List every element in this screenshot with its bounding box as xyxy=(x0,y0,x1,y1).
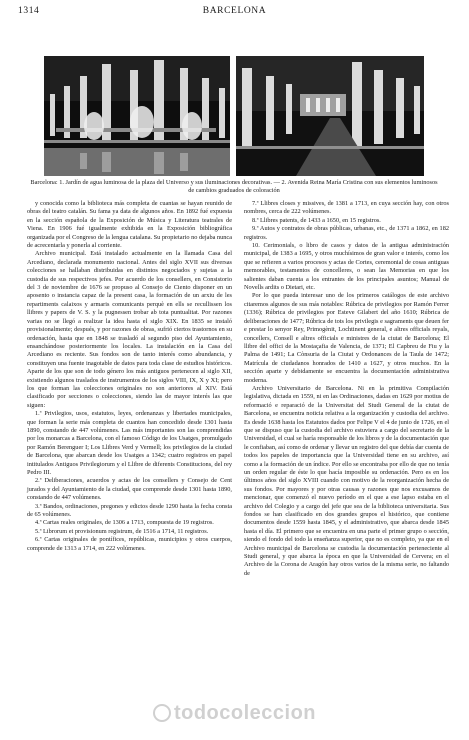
photo-avenida-reina-maria-cristina xyxy=(236,56,424,176)
left-column xyxy=(27,200,232,553)
list-item: 4.ª Cartas reales originales, de 1306 a 1713, compuesta de 19 registros. xyxy=(35,519,214,527)
running-title: BARCELONA xyxy=(202,6,267,16)
photo-avenida-illustration xyxy=(236,56,424,176)
paragraph: Archivo municipal. Está instalado actualmente en la llamada Casa del Arcediano, declarada monumento nacional. Antes del siglo XVII sus diversas colecciones se hallaban distribuidas en distintos negociados y sujetas a la custodia de sus respectivos jefes. Por acuerdo de los consellers, en Consistorio del 3 de noviembre de 1676 se propuso al Consejo de Ciento disponer en un aposento o instancia capaz de la present casa, la formación de un arxiu de les repartiments calaixos y armaris comunicants perquè en ells se recullissen los llibres y papers de V. S. y la pugnessen trobar ab tota puntualitat. Por razones varias no se llegó a realizar la idea hasta el siglo XIX. En 1835 se instaló provisionalmente; después, y por razones de obras, sufrió ciertos trastornos en su ordenación, hasta que en 1848 se trasladó al segundo piso del Ayuntamiento, ensanchándose posteriormente los locales. La instalación en la Casa del Arcediano es reciente. Sus fondos son de tanto interés como abundancia, y constituyen una fuente inagotable de datos para toda clase de estudios históricos. Aparte de los que son de todo género los más antiguos pertenecen al siglo XII, existiendo algunos traslados de instrumentos de los siglos VIII, IX, X y XI; pero los que forman las colecciones originales no son anteriores al XIV. Está clasificado por secciones o colecciones, siendo las de mayor interés las que siguen: xyxy=(27,250,232,409)
photo-jardin-illustration xyxy=(44,56,230,176)
paragraph: Archivo Universitario de Barcelona. Ni en la primitiva Compilación legislativa, dictada en 1559, ni en las Ordinaciones, dadas en 1629 por motius de reformació e reparació de la Universitat del Studi General de la ciutat de Barcelona, se encuentra noticia relativa a la organización y custodia del archivo. Es desde 1638 hasta los Estatutos dados por Felipe V el 4 de junio de 1726, en el que se dispuso que la custodia del archivo estuviera a cargo del secretario de la Universidad, el cual se haría responsable de los libros y de la documentación que le confiaban, así como de ordenar y llevar un registro del que debía dar cuenta de todos los papeles de importancia que la Universidad tiene en su archivo, así como a la formación de un índice. Por ello se encontraba por ello de que no tenía un orden regular de éste lo que hacía imposible su ordenación. Pero es en los últimos años del siglo XVIII cuando con motivo de la reorganización hecha de sus fondos. Por mayores y por otras causas y razones que nos excusamos de mencionar, que comenzó el nuevo período en el que a ese lapso estaba en el archivo del Colegio y a cargo del jefe que sea de la biblioteca universitaria. Sus fondos se han clasificado en dos grandes grupos el histórico, que contiene documentos desde 1559 hasta 1845, y el administrativo, que abarca desde 1845 hasta el día. El primero que se encuentra en una parte el primer grupo o sección, siendo el fondo del todo la enseñanza superior, que no es completo, ya que en el Archivo municipal de Barcelona se custodia la documentación perteneciente al Studi general, y que abarca la época en que la Universidad de Cervera; en el Archivo de la Corona de Aragón hay otros varios de la misma serie, no faltando de xyxy=(244,384,449,577)
list-item: 10. Cerimonials, o libro de casos y datos de la antigua administración municipal, de 1383 a 1695, y otros muchísimos de gran valor e interés, como los que se refieren a varios procesos y actas de Cortes, ceremonial de cosas antiguas memorables, testamentos de concelleres, o sean las Memorias en que los salientes daban cuenta a los entrantes de los principales asuntos; Manual de Novells ardits o Dietari, etc. xyxy=(244,242,449,292)
paragraph: y conocida como la biblioteca más completa de cuantas se hayan reunido de obras del teatro catalán. Su fama ya data de algunos años. En 1892 fué expuesta en la sección española de la Exposición de Música y Literatura teatrales de Viena. En 1906 fué igualmente exhibida en la Exposición bibliográfica organizada por el Congreso de la lengua catalana. Su propietario no dejaba nunca de acrecentarla y ponerla al corriente. xyxy=(27,200,232,250)
watermark-text: todocoleccion xyxy=(173,702,317,724)
watermark xyxy=(0,702,469,725)
list-item: 5.ª Librorum et provisionum registrum, de 1516 a 1714, 11 registros. xyxy=(35,527,209,535)
list-item: 6.ª Cartas originales de pontífices, repúblicas, municipios y otros cuerpos, comprende de 1313 a 1714, en 222 volúmenes. xyxy=(27,536,232,552)
photo-jardin-de-agua xyxy=(44,56,230,176)
list-item: 1.ª Privilegios, usos, estatutos, leyes, ordenanzas y libertades municipales, que forman la serie más completa de cuantos han concedido desde 1301 hasta 1890, constando de 447 volúmenes. Las más importantes son las comprendidas por los monarcas a Barcelona, con el famoso Código de los Usatges, promulgado por Ramón Berenguer I; Los Llibres Verd y Vermell; los privilegios de la ciudad de Barcelona, que abarcan desde los Usatges a 1342; cuatro registros en papel intitulados Antiguos Privilegiorum y el Llibre de diferents Constitucions, del rey Pedro III. xyxy=(27,410,232,476)
page-number: 1314 xyxy=(18,6,40,16)
list-item: 3.ª Bandos, ordinaciones, pregones y edictos desde 1290 hasta la fecha consta de 65 volúmenes. xyxy=(27,502,232,519)
watermark-logo-icon xyxy=(153,704,171,722)
figure-caption: Barcelona: 1. Jardín de agua luminosa de la plaza del Universo y sus iluminaciones decorativas. — 2. Avenida Reina María Cristina con sus elementos luminosos de cambios graduados de coloración xyxy=(30,179,438,194)
list-item: 8.ª Llibres patents, de 1433 a 1650, en 15 registros. xyxy=(252,216,381,224)
running-header xyxy=(18,6,451,20)
list-item: 9.ª Autos y contratos de obras públicas, urbanas, etc., de 1371 a 1862, en 182 registros. xyxy=(244,225,449,241)
list-item: 7.ª Llibres closes y missives, de 1381 a 1713, en cuya sección hay, con otros nombres, cerca de 222 volúmenes. xyxy=(244,200,449,216)
list-item: 2.ª Deliberaciones, acuerdos y actas de los consellers y Consejo de Cent jurados y del Ayuntamiento de la ciudad, que comprende desde 1301 hasta 1890, constando de 447 volúmenes. xyxy=(27,477,232,502)
paragraph: Por lo que pueda interesar uno de los primeros catálogos de este archivo citaremos algunos de sus más notables: Rúbrica de privilegios por Ramón Ferrer (1336); Rúbrica de privilegios por Esteve Gilabert del año 1610; Rúbrica de deliberaciones de 1477; Rúbrica de tots los privilegis e sagraments que deuen fer e prestar lo senyor Rey, Primogènit, Lochtinent general, e altres officials reyals, concellers, Consell e altres officials e ministres de la ciutat de Barcelona; El llibre del offici de la Mostaçafia de Valencia, de 1371; El Capbreu de Fiu y la Palma de 1491; La Cònsuria de la Ciutat y Ordonances de la Taula de 1472; Matrícula de ciudadanos honrados de 1410 a 1627, y otros muchos. En la sección aparte y debidamente se encuentra la documentación administrativa moderna. xyxy=(244,292,449,384)
right-column xyxy=(244,200,449,578)
